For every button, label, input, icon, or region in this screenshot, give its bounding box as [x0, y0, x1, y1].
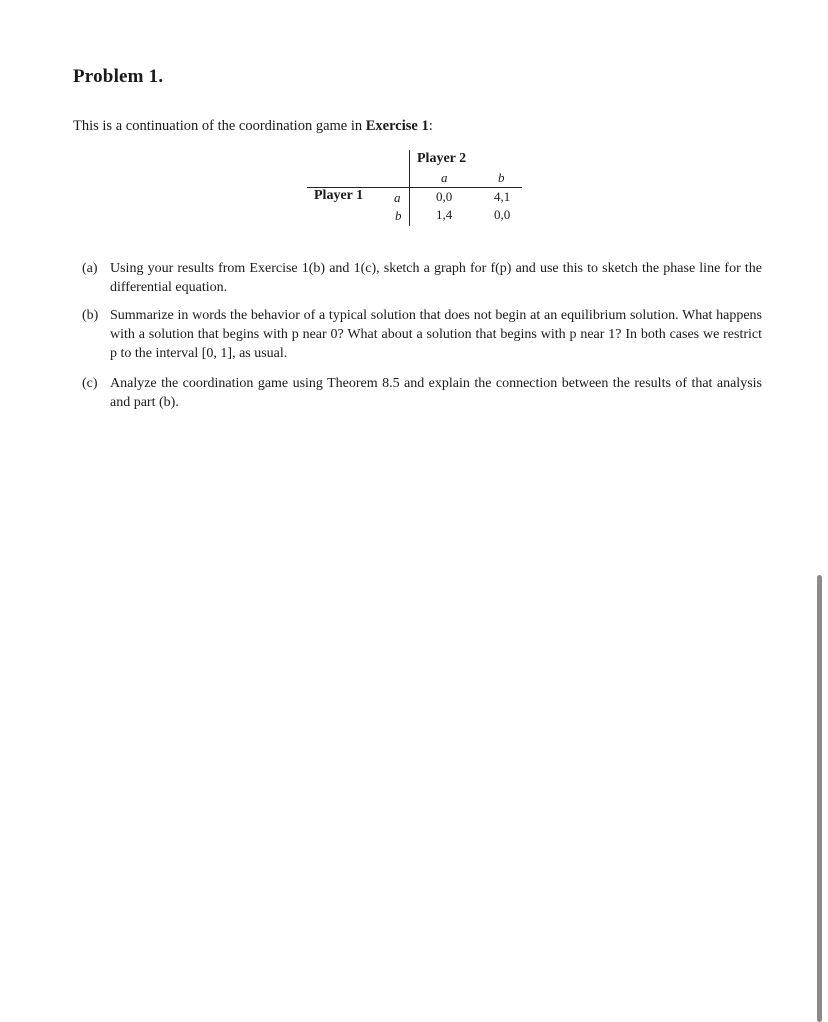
- payoff-cell-bb: 0,0: [494, 207, 511, 222]
- payoff-cell-ab: 4,1: [494, 189, 511, 204]
- payoff-cell-ba: 1,4: [436, 207, 453, 222]
- row-strategy-a: a: [394, 190, 401, 205]
- column-strategy-b: b: [498, 170, 505, 185]
- part-a-label: (a): [82, 261, 98, 276]
- part-b-label: (b): [82, 308, 99, 323]
- part-a: [82, 259, 762, 297]
- table-vertical-rule: [409, 150, 410, 226]
- part-c-text: Analyze the coordination game using Theorem 8.5 and explain the connection between the results of that analysis and part (b).: [110, 376, 762, 410]
- column-strategy-a: a: [441, 170, 448, 185]
- vertical-scrollbar[interactable]: [817, 575, 822, 1022]
- part-b-text: Summarize in words the behavior of a typical solution that does not begin at an equilibrium solution. What happens with a solution that begins with p near 0? What about a solution that begins with p near 1? In both cases we restrict p to the interval [0, 1], as usual.: [110, 308, 762, 361]
- row-strategy-b: b: [395, 208, 402, 223]
- payoff-cell-aa: 0,0: [436, 189, 453, 204]
- intro-sentence: [73, 118, 433, 135]
- intro-suffix: :: [428, 118, 433, 134]
- part-c-label: (c): [82, 376, 98, 391]
- part-b: [82, 306, 762, 363]
- column-player-label: Player 2: [417, 151, 467, 166]
- intro-prefix: This is a continuation of the coordination game in: [73, 118, 366, 134]
- row-player-label: Player 1: [314, 188, 364, 203]
- problem-title: Problem 1.: [73, 66, 164, 87]
- table-horizontal-rule: [307, 187, 522, 188]
- part-a-text: Using your results from Exercise 1(b) and 1(c), sketch a graph for f(p) and use this to sketch the phase line for the differential equation.: [110, 261, 762, 295]
- intro-exercise-ref: Exercise 1: [365, 118, 429, 134]
- part-c: [82, 374, 762, 412]
